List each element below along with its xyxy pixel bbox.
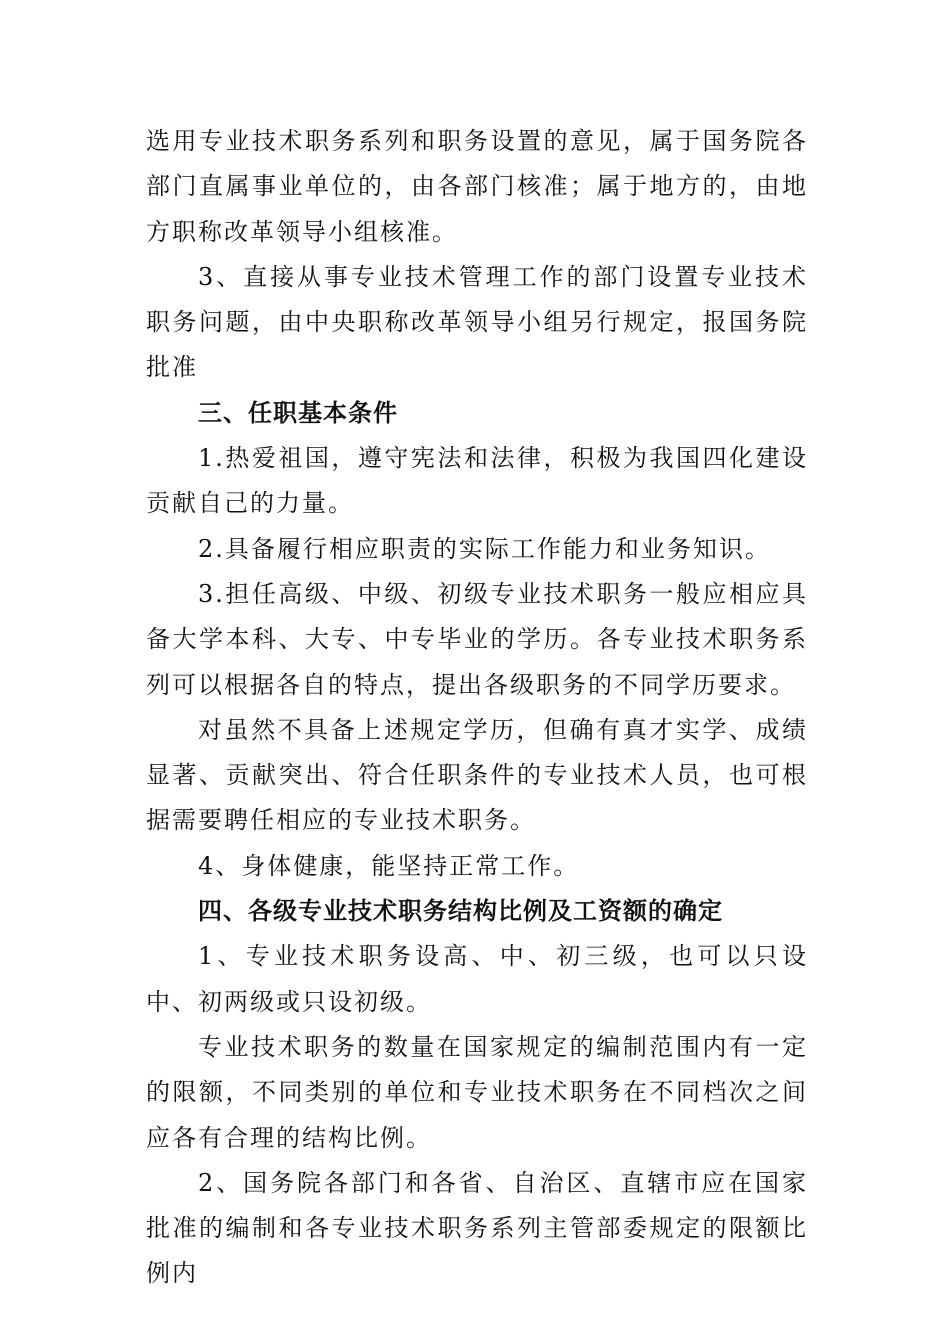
paragraph-2: 3、直接从事专业技术管理工作的部门设置专业技术职务问题，由中央职称改革领导小组另行规定，报国务院批准 (146, 262, 808, 382)
paragraph-7: 4、身体健康，能坚持正常工作。 (198, 851, 580, 880)
paragraph-10: 2、国务院各部门和各省、自治区、直辖市应在国家批准的编制和各专业技术职务系列主管部委规定的限额比例内 (146, 1168, 808, 1288)
paragraph-1: 选用专业技术职务系列和职务设置的意见，属于国务院各部门直属事业单位的，由各部门核准；属于地方的，由地方职称改革领导小组核准。 (146, 127, 808, 246)
paragraph-6: 对虽然不具备上述规定学历，但确有真才实学、成绩显著、贡献突出、符合任职条件的专业技术人员，也可根据需要聘任相应的专业技术职务。 (146, 715, 808, 835)
document-body (146, 119, 808, 1297)
section-heading-4: 四、各级专业技术职务结构比例及工资额的确定 (198, 897, 723, 926)
paragraph-9: 专业技术职务的数量在国家规定的编制范围内有一定的限额，不同类别的单位和专业技术职务在不同档次之间应各有合理的结构比例。 (146, 1032, 808, 1152)
paragraph-3: 1.热爱祖国，遵守宪法和法律，积极为我国四化建设贡献自己的力量。 (146, 444, 808, 518)
paragraph-5: 3.担任高级、中级、初级专业技术职务一般应相应具备大学本科、大专、中专毕业的学历。各专业技术职务系列可以根据各自的特点，提出各级职务的不同学历要求。 (146, 579, 808, 699)
paragraph-8: 1、专业技术职务设高、中、初三级，也可以只设中、初两级或只设初级。 (146, 942, 808, 1016)
paragraph-4: 2.具备履行相应职责的实际工作能力和业务知识。 (198, 534, 771, 563)
section-heading-3: 三、任职基本条件 (198, 398, 398, 427)
